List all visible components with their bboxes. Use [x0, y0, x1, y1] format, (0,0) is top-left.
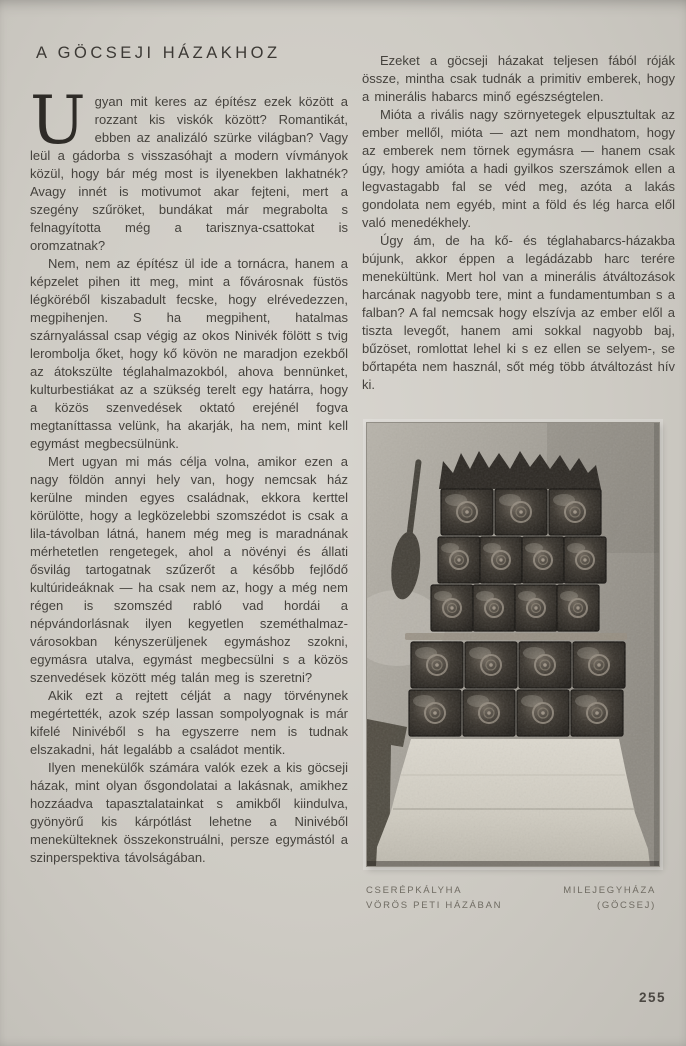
- page-number: 255: [638, 990, 666, 1005]
- paragraph: Ezeket a göcseji házakat teljesen fából róják össze, mintha csak tudnák a primitiv emberek, hogy a minerális habarcs minő egészségtelen.: [362, 53, 675, 104]
- paragraph: Nem, nem az építész ül ide a tornácra, hanem a képzelet pihen itt meg, mint a fővárosnak füstös légköréből kiszabadult fecske, hogy elrévedezzen, megpihenjen. S ha megpihent, hatalmas szárnyalással csap végig az okos Ninivék fölött s tvig lerombolja őket, hogy kő kövön ne maradjon ezekből az átokszülte téglahalmazokból, ahova bennünket, kulturbestiákat az a szükség terelt egy határra, hogy a közös szenvedések oktató erejénél fogva megtaníttassa velünk, ha akarják, ha nem, mint kell egymást megbecsülnünk.: [30, 256, 348, 451]
- paragraph: Ilyen menekülők számára valók ezek a kis göcseji házak, mint olyan ősgondolatai a lakásnak, amikhez hozzáadva tapasztalatainkat s amikből kiindulva, gyönyörű kis kárpótlást lehetne a Ninivéből menekülteknek összekonstruálni, persze egymástól a szinperspektiva távolságában.: [30, 760, 348, 865]
- caption-left-line1: CSERÉPKÁLYHA: [366, 885, 463, 896]
- right-column: [362, 52, 675, 913]
- caption-left-line2: VÖRÖS PETI HÁZÁBAN: [366, 900, 503, 911]
- paragraph: Akik ezt a rejtett célját a nagy törvénynek megértették, azok szép lassan sompolyognak is már kifelé Ninivéből s ha egyszerre nem is tudnak elszakadni, hát legalább a családot mentik.: [30, 688, 348, 757]
- left-column: [30, 44, 348, 867]
- article-title: A GÖCSEJI HÁZAKHOZ: [36, 44, 281, 62]
- stove-photograph: [366, 422, 658, 867]
- caption-right-line1: MILEJEGYHÁZA: [563, 885, 656, 896]
- paragraph: [30, 82, 348, 255]
- caption-left: [366, 883, 502, 913]
- paragraph: Mióta a rivális nagy szörnyetegek elpusztultak az ember mellől, mióta — azt nem mondhatom, hogy az emberek nem törnek egymásra — hanem csak úgy, hogy amióta a hadi gyilkos szerszámok ellen a legvastagabb fal se véd meg, azóta a lakás gondolata nem egyéb, mint a föld és lég harca elől való menedékhely.: [362, 107, 675, 230]
- tiled-stove-photo-image: [366, 422, 660, 867]
- paragraph-text: gyan mit keres az építész ezek között a rozzant kis viskók között? Romantikát, ebben az analizáló szürke világban? Vagy leül a gádorba s visszasóhajt a modern vívmányok közül, hogy bár még most is ilyenekben lakhatnék? Avagy innét is motivumot akar fejteni, mert a szegény szűröket, bundákat már megrabolta s felnagyította még a tarisznya-csattokat is oromzatnak?: [30, 94, 348, 253]
- drop-cap: U: [30, 82, 86, 159]
- paragraph: Mert ugyan mi más célja volna, amikor ezen a nagy földön annyi hely van, hogy nemcsak ház kerülne minden egyes családnak, ekkora kerttel körülötte, hogy a legközelebbi szomszédot is csak a lila-távolban látná, hanem még meg is maradnának mérhetetlen rengetegek, ahol a növényi és állati ősvilág tartogatnak szűzerőt a később fejlődő kultúrideáknak — ha csak nem az, hogy a még nem régen is szomszéd rabló vad hordái a népvándorlásnak ilyen kegyetlen szeméthalmaz-városokban kényszerüljenek egymáshoz szokni, egymásra utalva, egymást megbecsülni s a közös szenvedések között még talán meg is szeretni?: [30, 454, 348, 685]
- caption-right-line2: (GÖCSEJ): [597, 900, 656, 911]
- caption-right: [563, 883, 656, 913]
- paragraph: Úgy ám, de ha kő- és téglahabarcs-házakba bújunk, akkor éppen a legádázabb harc terére menekültünk. Mert hol van a minerális átváltozások harcának nagyobb tere, mint a fundamentumban s a falban? A fal nemcsak hogy elszívja az ember elől a tiszta levegőt, hanem ami sokkal nagyobb baj, bűzöset, romlottat lehel ki s ez ellen se selyem-, se bőrtapéta nem használ, sőt még több átváltozást hív ki.: [362, 233, 675, 392]
- photo-captions: [366, 883, 656, 913]
